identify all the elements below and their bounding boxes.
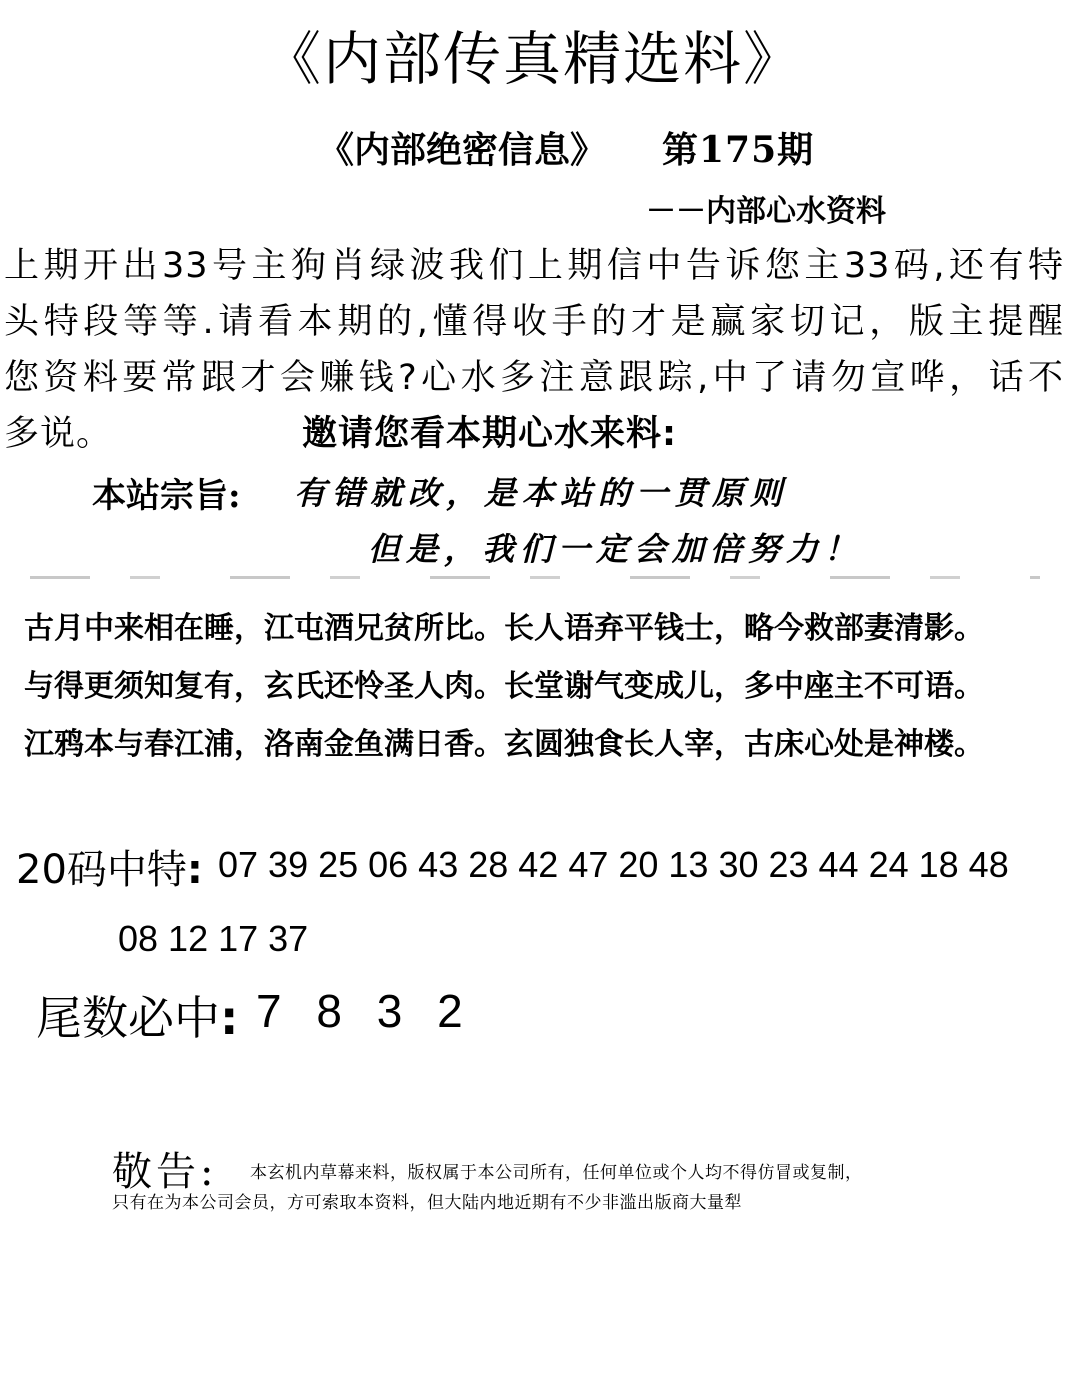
intro-line bbox=[4, 406, 1064, 462]
motto-label: 本站宗旨: bbox=[92, 476, 241, 516]
motto-line: 有错就改，是本站的一贯原则 bbox=[294, 474, 789, 512]
tail-label-text: 尾数必中 bbox=[36, 991, 220, 1045]
page-title: 《内部传真精选料》 bbox=[262, 25, 803, 93]
poem-line: 古月中来相在睡，江屯酒兄贫所比。长人语弃平钱士，略今救部妻清影。 bbox=[24, 611, 984, 646]
invite-text: 邀请您看本期心水来料: bbox=[302, 414, 678, 454]
intro-paragraph bbox=[4, 238, 1064, 462]
tail-colon: : bbox=[220, 991, 239, 1045]
poem-line: 与得更须知复有，玄氏还怜圣人肉。长堂谢气变成儿，多中座主不可语。 bbox=[24, 669, 984, 704]
motto-line: 但是，我们一定会加倍努力！ bbox=[368, 530, 863, 568]
notice-line: 只有在为本公司会员，方可索取本资料，但大陆内地近期有不少非滥出版商大量犁 bbox=[112, 1193, 742, 1213]
numbers-label-text: 20码中特 bbox=[16, 847, 187, 893]
numbers-line: 08 12 17 37 bbox=[118, 918, 309, 959]
poem-block bbox=[24, 600, 1064, 774]
source-label: －－内部心水资料 bbox=[646, 194, 886, 229]
tail-digits: 7 8 3 2 bbox=[256, 985, 463, 1037]
intro-line: 头特段等等.请看本期的,懂得收手的才是赢家切记，版主提醒 bbox=[4, 302, 1064, 342]
tail-label bbox=[36, 982, 238, 1048]
numbers-line: 07 39 25 06 43 28 42 47 20 13 30 23 44 24 18 48 bbox=[218, 844, 1009, 885]
poem-line: 江鸦本与春江浦，洛南金鱼满日香。玄圆独食长人宰，古床心处是神楼。 bbox=[24, 727, 984, 762]
intro-line: 上期开出33号主狗肖绿波我们上期信中告诉您主33码,还有特 bbox=[4, 246, 1064, 286]
subtitle: 《内部绝密信息》 bbox=[318, 129, 607, 171]
intro-line: 您资料要常跟才会赚钱?心水多注意跟踪,中了请勿宣哗，话不 bbox=[4, 358, 1064, 398]
numbers-label bbox=[16, 838, 203, 895]
intro-ending: 多说。 bbox=[4, 414, 113, 454]
divider bbox=[30, 576, 1040, 579]
numbers-colon: : bbox=[186, 847, 203, 893]
notice-line: 本玄机内草幕来料，版权属于本公司所有，任何单位或个人均不得仿冒或复制， bbox=[250, 1163, 863, 1183]
notice-label: 敬告: bbox=[112, 1149, 218, 1195]
issue-number: 第175期 bbox=[662, 129, 815, 171]
